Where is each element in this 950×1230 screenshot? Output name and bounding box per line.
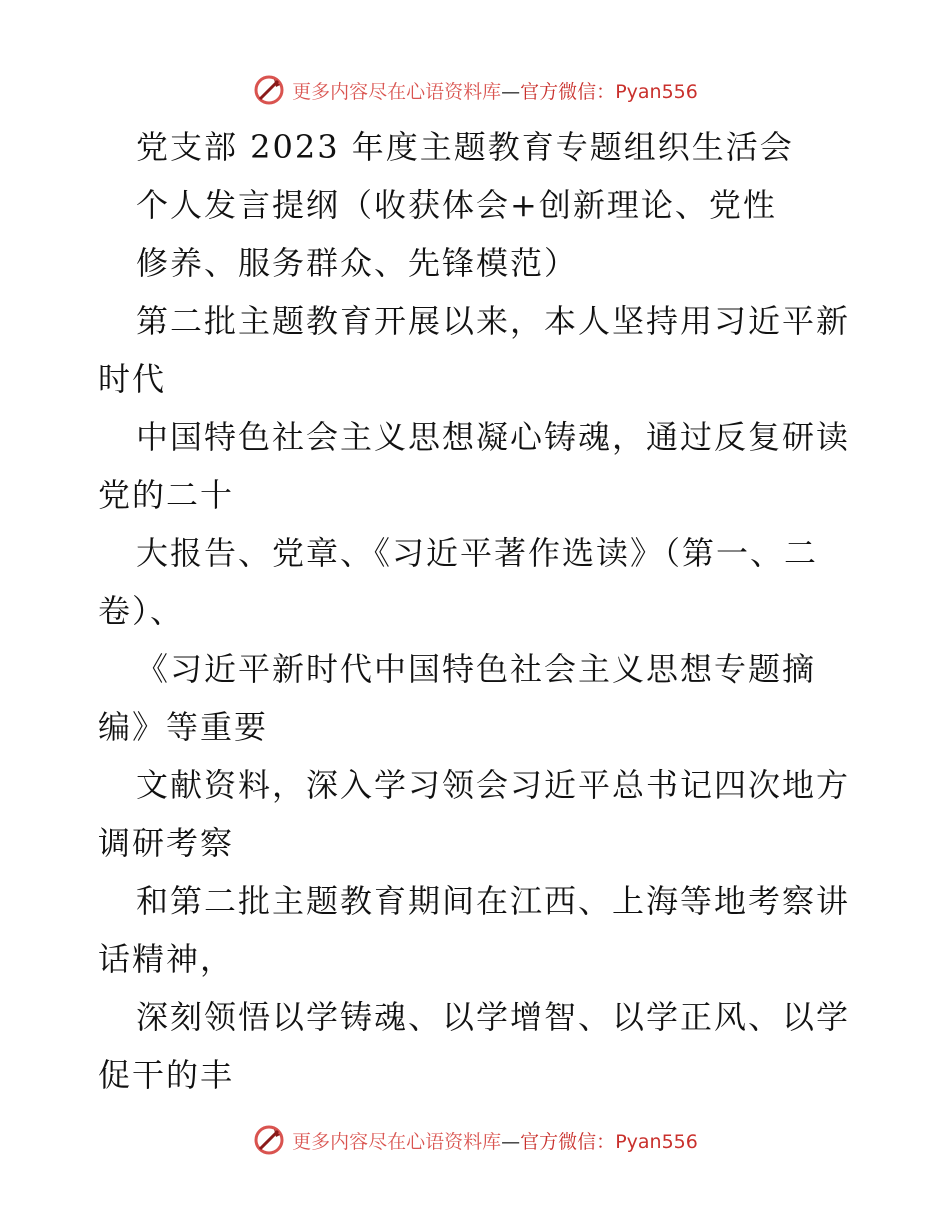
doc-line: 《习近平新时代中国特色社会主义思想专题摘 xyxy=(136,650,817,688)
footer-watermark xyxy=(0,1120,950,1160)
doc-line: 修养、服务群众、先锋模范） xyxy=(136,244,579,282)
brand-logo-icon xyxy=(252,73,286,107)
brand-logo-icon xyxy=(252,1123,286,1157)
doc-line: 第二批主题教育开展以来，本人坚持用习近平新 xyxy=(136,302,851,340)
doc-line: 大报告、党章、《习近平著作选读》（第一、二 xyxy=(136,534,819,572)
doc-line: 中国特色社会主义思想凝心铸魂，通过反复研读 xyxy=(136,418,851,456)
document-body xyxy=(98,118,858,1104)
watermark-separator: — xyxy=(501,1130,521,1153)
doc-line: 文献资料，深入学习领会习近平总书记四次地方 xyxy=(136,766,851,804)
watermark-site-text: 更多内容尽在心语资料库 xyxy=(292,1130,502,1153)
doc-line: 深刻领悟以学铸魂、以学增智、以学正风、以学 xyxy=(136,998,851,1036)
header-watermark xyxy=(0,70,950,110)
watermark-wechat-id: Pyan556 xyxy=(615,1130,698,1153)
watermark-site-text: 更多内容尽在心语资料库 xyxy=(292,80,502,103)
watermark-wechat-label: 官方微信： xyxy=(520,80,616,103)
doc-line: 调研考察 xyxy=(98,824,235,862)
doc-line: 个人发言提纲（收获体会+创新理论、党性 xyxy=(136,186,777,224)
watermark-text xyxy=(292,77,698,104)
watermark-wechat-id: Pyan556 xyxy=(615,80,698,103)
doc-line: 和第二批主题教育期间在江西、上海等地考察讲 xyxy=(136,882,851,920)
watermark-wechat-label: 官方微信： xyxy=(520,1130,616,1153)
doc-line: 卷）、 xyxy=(98,592,185,630)
doc-line: 党的二十 xyxy=(98,476,235,514)
doc-line: 话精神， xyxy=(98,940,235,978)
doc-line: 党支部 2023 年度主题教育专题组织生活会 xyxy=(136,128,794,166)
watermark-separator: — xyxy=(501,80,521,103)
doc-line: 编》等重要 xyxy=(98,708,269,746)
watermark-text xyxy=(292,1127,698,1154)
doc-line: 促干的丰 xyxy=(98,1056,235,1094)
doc-line: 时代 xyxy=(98,360,167,398)
